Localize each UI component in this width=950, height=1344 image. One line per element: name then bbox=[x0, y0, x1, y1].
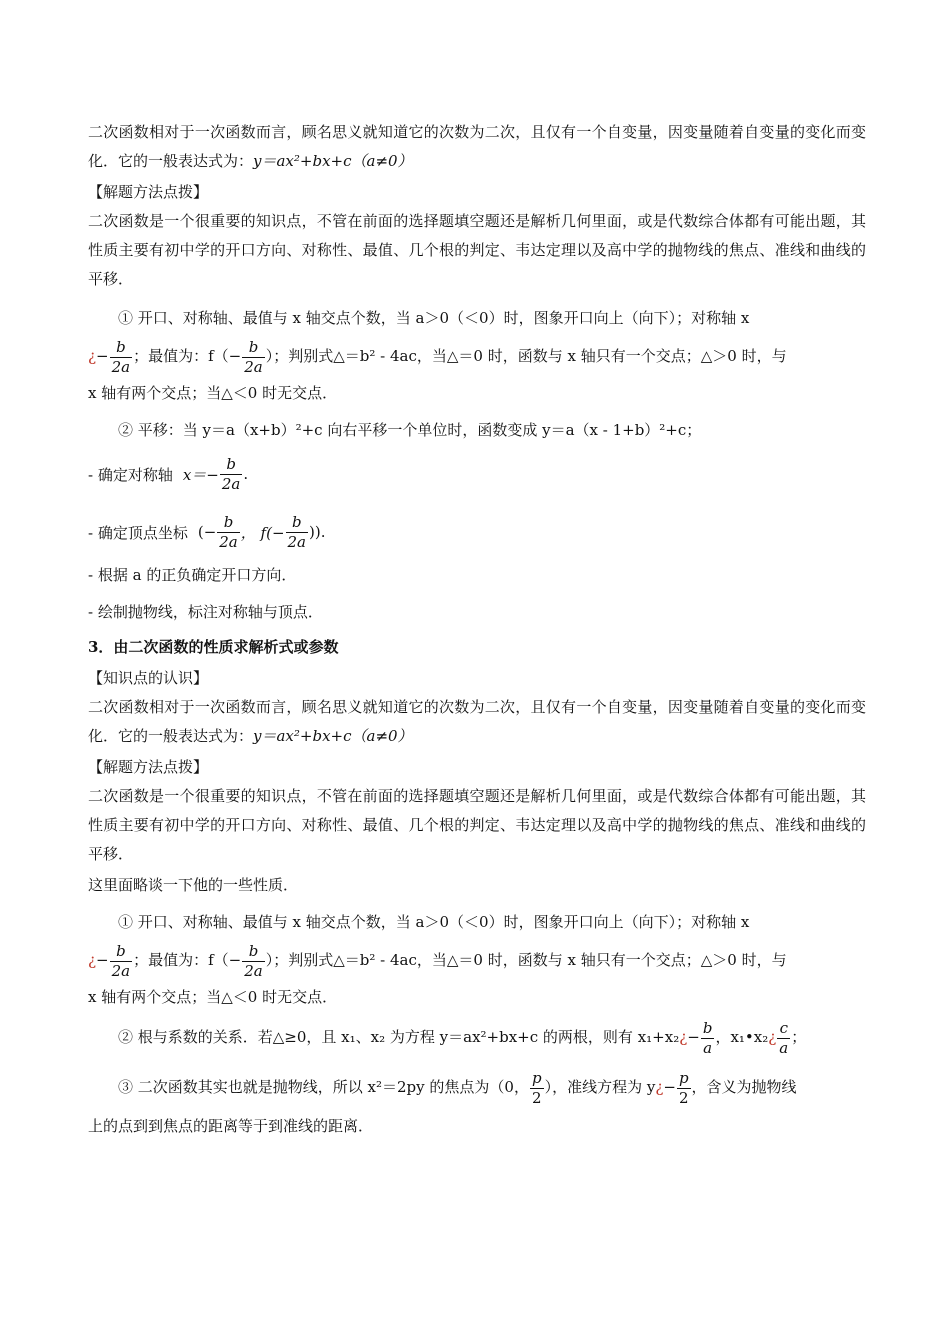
property-1-line-a: ① 开口、对称轴、最值与 x 轴交点个数，当 a＞0（＜0）时，图象开口向上（向下）；对称轴 x bbox=[118, 913, 750, 931]
fraction-b-over-a: $\frac{b}{a}$ bbox=[702, 1018, 713, 1057]
fraction-b-over-2a: $\frac{b}{2a}$ bbox=[111, 941, 131, 980]
fraction-b-over-2a: $\frac{b}{2a}$ bbox=[221, 454, 241, 493]
general-form: y＝ax²+bx+c（a≠0） bbox=[253, 727, 413, 745]
property-1-line-b: ¿− $\frac{b}{2a}$ ；最值为：f（− $\frac{b}{2a}$ ）；判别式△＝b² - 4ac，当△＝0 时，函数与 x 轴只有一个交点；△＞0 时，与 bbox=[88, 941, 787, 980]
document-page bbox=[88, 118, 866, 1141]
fraction-p-over-2: $\frac{p}{2}$ bbox=[678, 1068, 689, 1107]
method-paragraph: 二次函数是一个很重要的知识点，不管在前面的选择题填空题还是解析几何里面，或是代数综合体都有可能出题，其性质主要有初中学的开口方向、对称性、最值、几个根的判定、韦达定理以及高中学的抛物线的焦点、准线和曲线的平移． bbox=[88, 212, 866, 288]
fraction-b-over-2a: $\frac{b}{2a}$ bbox=[111, 337, 131, 376]
brief-intro: 这里面略谈一下他的一些性质． bbox=[88, 876, 299, 894]
knowledge-title: 【知识点的认识】 bbox=[88, 669, 209, 687]
fraction-b-over-2a: $\frac{b}{2a}$ bbox=[244, 337, 263, 376]
fraction-c-over-a: $\frac{c}{a}$ bbox=[779, 1018, 789, 1057]
section-heading: 3．由二次函数的性质求解析式或参数 bbox=[88, 638, 339, 656]
property-2-shift: ② 平移：当 y＝a（x+b）²+c 向右平移一个单位时，函数变成 y＝a（x - 1+b）²+c； bbox=[118, 421, 702, 439]
property-3-line-d: 上的点到到焦点的距离等于到准线的距离． bbox=[88, 1117, 374, 1135]
property-1-line-d: x 轴有两个交点；当△＜0 时无交点． bbox=[88, 988, 338, 1006]
fraction-b-over-2a: $\frac{b}{2a}$ bbox=[219, 512, 238, 551]
method-title: 【解题方法点拨】 bbox=[88, 758, 209, 776]
property-1-line-b: ¿− $\frac{b}{2a}$ ；最值为：f（− $\frac{b}{2a}$ ）；判别式△＝b² - 4ac，当△＝0 时，函数与 x 轴只有一个交点；△＞0 时，与 bbox=[88, 337, 787, 376]
intro-paragraph: 二次函数相对于一次函数而言，顾名思义就知道它的次数为二次，且仅有一个自变量，因变量随着自变量的变化而变化．它的一般表达式为：y＝ax²+bx+c（a≠0） bbox=[88, 698, 866, 745]
property-1-line-a: ① 开口、对称轴、最值与 x 轴交点个数，当 a＞0（＜0）时，图象开口向上（向下）；对称轴 x bbox=[118, 309, 750, 327]
property-3-parabola: ③ 二次函数其实也就是抛物线，所以 x²＝2py 的焦点为（0， $\frac{p}{2}$ ），准线方程为 y¿− $\frac{p}{2}$ ，含义为抛物线 bbox=[118, 1068, 797, 1107]
property-1-line-d: x 轴有两个交点；当△＜0 时无交点． bbox=[88, 384, 338, 402]
method-title: 【解题方法点拨】 bbox=[88, 183, 209, 201]
intro-paragraph: 二次函数相对于一次函数而言，顾名思义就知道它的次数为二次，且仅有一个自变量，因变量随着自变量的变化而变化．它的一般表达式为：y＝ax²+bx+c（a≠0） bbox=[88, 123, 866, 170]
fraction-b-over-2a: $\frac{b}{2a}$ bbox=[244, 941, 263, 980]
step-draw: - 绘制抛物线，标注对称轴与顶点． bbox=[88, 603, 323, 621]
fraction-b-over-2a: $\frac{b}{2a}$ bbox=[287, 512, 307, 551]
step-sign: - 根据 a 的正负确定开口方向． bbox=[88, 566, 297, 584]
property-2-vieta: ② 根与系数的关系．若△≥0，且 x₁、x₂ 为方程 y＝ax²+bx+c 的两根，则有 x₁+x₂¿− $\frac{b}{a}$ ，x₁•x₂¿ $\frac{c}{a}$ ； bbox=[118, 1018, 807, 1057]
fraction-p-over-2: $\frac{p}{2}$ bbox=[531, 1068, 542, 1107]
step-axis: - 确定对称轴 x＝− $\frac{b}{2a}$ . bbox=[88, 454, 249, 493]
method-paragraph: 二次函数是一个很重要的知识点，不管在前面的选择题填空题还是解析几何里面，或是代数综合体都有可能出题，其性质主要有初中学的开口方向、对称性、最值、几个根的判定、韦达定理以及高中学的抛物线的焦点、准线和曲线的平移． bbox=[88, 787, 866, 863]
step-vertex: - 确定顶点坐标 (− $\frac{b}{2a}$ ， f(− $\frac{b}{2a}$ )). bbox=[88, 512, 326, 551]
general-form: y＝ax²+bx+c（a≠0） bbox=[253, 152, 413, 170]
